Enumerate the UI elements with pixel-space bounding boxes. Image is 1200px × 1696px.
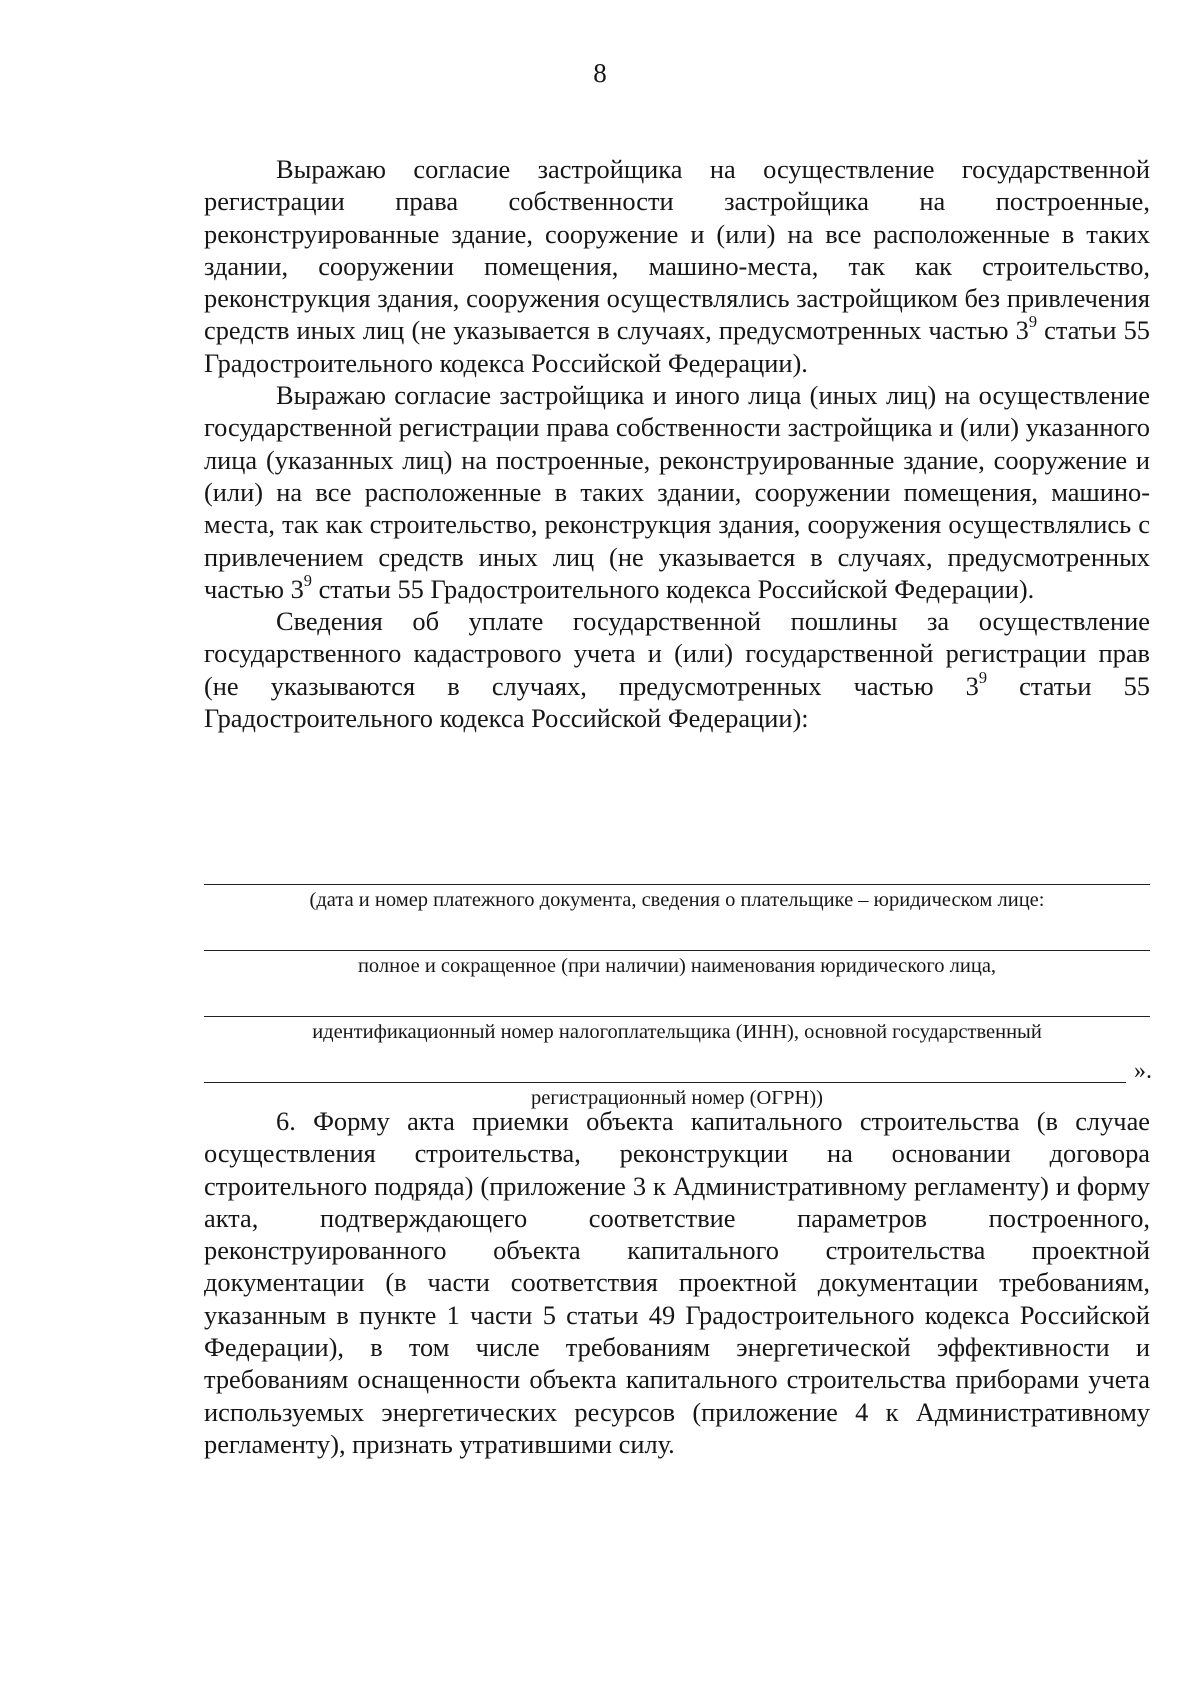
payment-document-line[interactable]: [204, 858, 1150, 885]
paragraph-text-tail: статьи 55 Градостроительного кодекса Российской Федерации).: [204, 315, 1150, 378]
main-text: [204, 153, 1150, 734]
payment-info-fields: [204, 858, 1150, 1122]
legal-entity-name-line[interactable]: [204, 924, 1150, 951]
ogrn-caption: регистрационный номер (ОГРН)): [530, 1087, 823, 1109]
paragraph-text-tail: статьи 55 Градостроительного кодекса Российской Федерации):: [204, 670, 1150, 734]
paragraph-consent-developer-and-others: [204, 379, 1150, 605]
superscript-index: 9: [303, 571, 312, 591]
superscript-index: 9: [1028, 312, 1038, 332]
closing-quote-mark: ».: [1134, 1058, 1152, 1084]
paragraph-text: Выражаю согласие застройщика и иного лица (иных лиц) на осуществление государственной регистрации права собственности застройщика и (или) указанного лица (указанных лиц) на построенные, реконструированные здание, сооружение и (или) на все расположенные в таких здании, сооружении помещения, машино-места, так как строительство, реконструкция здания, сооружения осуществлялись с привлечением средств иных лиц (не указывается в случаях, предусмотренных частью 3: [204, 380, 1150, 604]
inn-caption: идентификационный номер налогоплательщика (ИНН), основной государственный: [312, 1021, 1042, 1043]
paragraph-text: Сведения об уплате государственной пошлины за осуществление государственного кадастрового учета и (или) государственной регистрации прав (не указываются в случаях, предусмотренных частью 3: [204, 606, 1150, 701]
page-number: 8: [593, 58, 607, 88]
paragraph-text: Выражаю согласие застройщика на осуществление государственной регистрации права собственности застройщика на построенные, реконструированные здание, сооружение и (или) на все расположенные в таких здании, сооружении помещения, машино-места, так как строительство, реконструкция здания, сооружения осуществлялись застройщиком без привлечения средств иных лиц (не указывается в случаях, предусмотренных частью 3: [204, 154, 1150, 346]
superscript-index: 9: [978, 667, 988, 687]
legal-entity-name-caption: полное и сокращенное (при наличии) наименования юридического лица,: [357, 955, 997, 977]
ogrn-line[interactable]: [204, 1056, 1152, 1084]
inn-line[interactable]: [204, 990, 1150, 1017]
item-6-section: [204, 1105, 1150, 1460]
payment-document-caption: (дата и номер платежного документа, сведения о плательщике – юридическом лице:: [309, 889, 1045, 911]
paragraph-consent-developer: [204, 153, 1150, 379]
paragraph-text-tail: статьи 55 Градостроительного кодекса Российской Федерации).: [311, 573, 1035, 604]
item-6-paragraph: 6. Форму акта приемки объекта капитального строительства (в случае осуществления строительства, реконструкции на основании договора строительного подряда) (приложение 3 к Административному регламенту) и форму акта, подтверждающего соответствие параметров построенного, реконструированного объекта капитального строительства проектной документации (в части соответствия проектной документации требованиям, указанным в пункте 1 части 5 статьи 49 Градостроительного кодекса Российской Федерации), в том числе требованиям энергетической эффективности и требованиям оснащенности объекта капитального строительства приборами учета используемых энергетических ресурсов (приложение 4 к Административному регламенту), признать утратившими силу.: [204, 1106, 1150, 1459]
paragraph-state-fee: [204, 605, 1150, 734]
